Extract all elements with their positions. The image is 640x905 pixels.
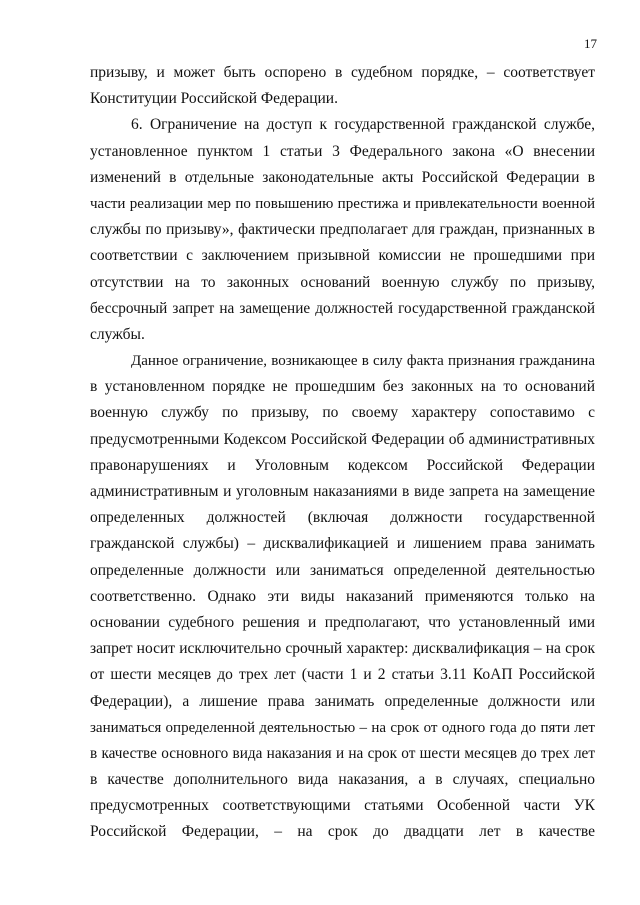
- text-line: запрет носит исключительно срочный характер: дисквалификация – на срок: [90, 640, 595, 658]
- text-line: от шести месяцев до трех лет (части 1 и 2 статьи 3.11 КоАП Российской: [90, 666, 595, 684]
- text-line: части реализации мер по повышению престижа и привлекательности военной: [90, 195, 595, 212]
- text-line: административным и уголовным наказаниями в виде запрета на замещение: [90, 483, 595, 500]
- text-line: военную службу по призыву, по своему характеру сопоставимо с: [90, 404, 595, 422]
- text-line: в установленном порядке не прошедшим без законных на то оснований: [90, 378, 595, 396]
- text-line: в качестве основного вида наказания и на срок от шести месяцев до трех лет: [90, 744, 595, 762]
- text-line: изменений в отдельные законодательные акты Российской Федерации в: [90, 168, 595, 186]
- text-line: установленное пунктом 1 статьи 3 Федерального закона «О внесении: [90, 142, 595, 160]
- text-line: гражданской службы) – дисквалификацией и лишением права занимать: [90, 535, 595, 553]
- text-line: основании судебного решения и предполагают, что установленный ими: [90, 613, 595, 631]
- text-line: в качестве дополнительного вида наказания, а в случаях, специально: [90, 771, 595, 789]
- text-line: предусмотренных соответствующими статьями Особенной части УК: [90, 797, 595, 815]
- text-line: заниматься определенной деятельностью – на срок от одного года до пяти лет: [90, 719, 595, 736]
- text-line: бессрочный запрет на замещение должностей государственной гражданской: [90, 299, 595, 317]
- text-line: Данное ограничение, возникающее в силу факта признания гражданина: [131, 353, 595, 370]
- text-line: призыву, и может быть оспорено в судебном порядке, – соответствует: [90, 64, 595, 81]
- paragraph-continuation: [90, 60, 595, 112]
- text-line: определенные должности или заниматься определенной деятельностью: [90, 561, 595, 579]
- document-body: [90, 60, 595, 846]
- paragraph-item-6: [90, 112, 595, 348]
- text-line: Российской Федерации, – на срок до двадцати лет в качестве: [90, 823, 595, 841]
- paragraph-restriction-comparison: [90, 348, 595, 846]
- text-line: Конституции Российской Федерации.: [90, 90, 338, 108]
- text-line: Федерации), а лишение права занимать определенные должности или: [90, 692, 595, 710]
- text-line: соответствии с заключением призывной комиссии не прошедшими при: [90, 247, 595, 265]
- page-number: 17: [584, 36, 597, 51]
- text-line: соответственно. Однако эти виды наказаний применяются только на: [90, 587, 595, 605]
- text-line: службы по призыву», фактически предполагает для граждан, признанных в: [90, 221, 595, 239]
- text-line: 6. Ограничение на доступ к государственной гражданской службе,: [131, 116, 595, 134]
- text-line: определенных должностей (включая должности государственной: [90, 509, 595, 527]
- text-line: предусмотренными Кодексом Российской Федерации об административных: [90, 430, 595, 448]
- text-line: службы.: [90, 325, 145, 343]
- text-line: отсутствии на то законных оснований военную службу по призыву,: [90, 273, 595, 291]
- text-line: правонарушениях и Уголовным кодексом Российской Федерации: [90, 456, 595, 474]
